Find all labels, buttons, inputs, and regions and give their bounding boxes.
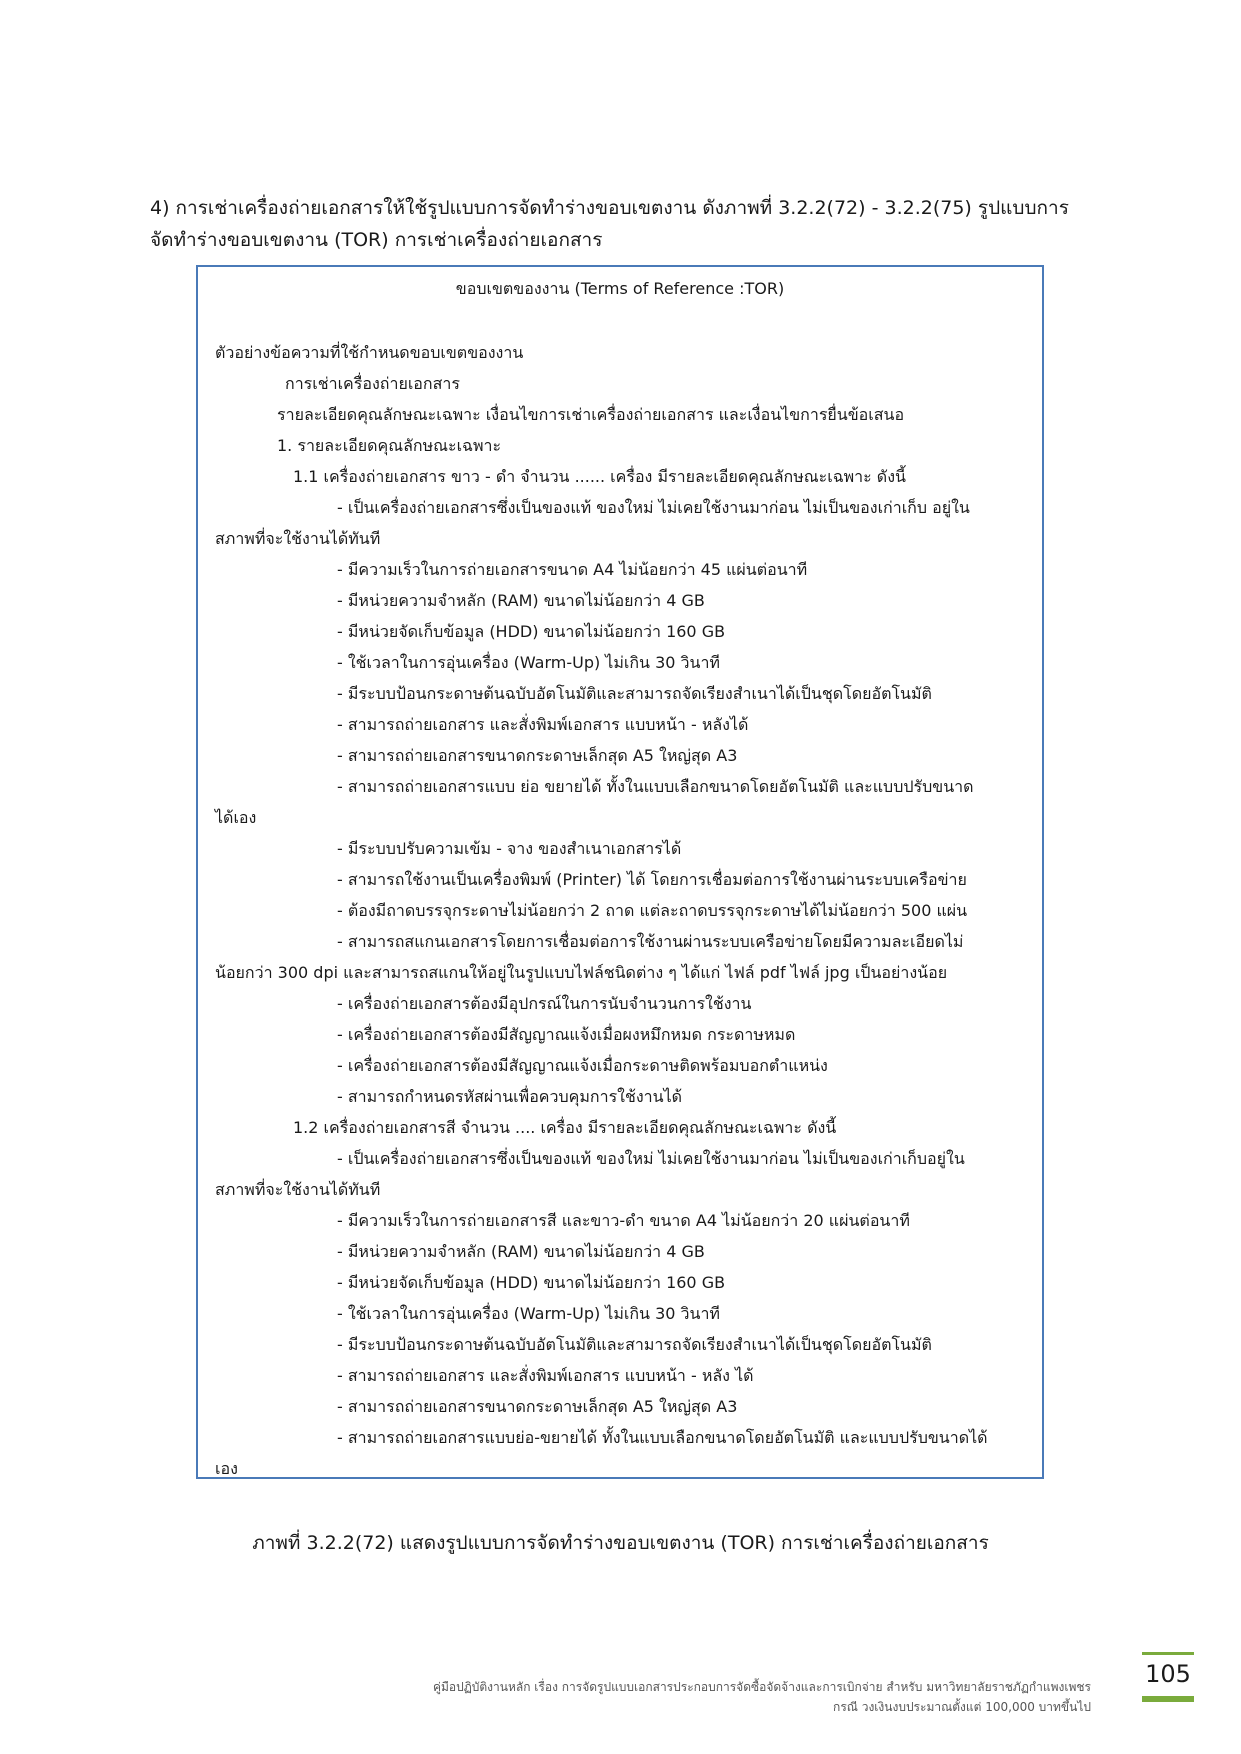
tor-line: - มีหน่วยความจำหลัก (RAM) ขนาดไม่น้อยกว่า 4 GB xyxy=(337,1242,705,1261)
tor-line: รายละเอียดคุณลักษณะเฉพาะ เงื่อนไขการเช่าเครื่องถ่ายเอกสาร และเงื่อนไขการยื่นข้อเสนอ xyxy=(277,405,905,424)
intro-paragraph xyxy=(150,192,1100,256)
tor-line: - ใช้เวลาในการอุ่นเครื่อง (Warm-Up) ไม่เกิน 30 วินาที xyxy=(337,653,720,672)
tor-line: - มีหน่วยจัดเก็บข้อมูล (HDD) ขนาดไม่น้อยกว่า 160 GB xyxy=(337,1273,726,1292)
tor-line: - สามารถถ่ายเอกสารแบบย่อ-ขยายได้ ทั้งในแบบเลือกขนาดโดยอัตโนมัติ และแบบปรับขนาดได้ xyxy=(337,1428,988,1447)
tor-line: - มีระบบป้อนกระดาษต้นฉบับอัตโนมัติและสามารถจัดเรียงสำเนาได้เป็นชุดโดยอัตโนมัติ xyxy=(337,1335,932,1354)
tor-line: - มีความเร็วในการถ่ายเอกสารสี และขาว-ดำ ขนาด A4 ไม่น้อยกว่า 20 แผ่นต่อนาที xyxy=(337,1211,910,1230)
tor-line: - สามารถถ่ายเอกสารขนาดกระดาษเล็กสุด A5 ใหญ่สุด A3 xyxy=(337,1397,738,1416)
tor-line: - มีหน่วยความจำหลัก (RAM) ขนาดไม่น้อยกว่า 4 GB xyxy=(337,591,705,610)
footer-line-2: กรณี วงเงินงบประมาณตั้งแต่ 100,000 บาทขึ้นไป xyxy=(833,1700,1091,1714)
tor-line: - มีหน่วยจัดเก็บข้อมูล (HDD) ขนาดไม่น้อยกว่า 160 GB xyxy=(337,622,726,641)
tor-line: - สามารถใช้งานเป็นเครื่องพิมพ์ (Printer) ได้ โดยการเชื่อมต่อการใช้งานผ่านระบบเครือข่าย xyxy=(337,870,967,889)
tor-line: - ต้องมีถาดบรรจุกระดาษไม่น้อยกว่า 2 ถาด แต่ละถาดบรรจุกระดาษได้ไม่น้อยกว่า 500 แผ่น xyxy=(337,901,968,920)
page-number-rule-bottom xyxy=(1142,1696,1194,1702)
intro-line-1: 4) การเช่าเครื่องถ่ายเอกสารให้ใช้รูปแบบการจัดทำร่างขอบเขตงาน ดังภาพที่ 3.2.2(72) - 3.2.2(75) รูปแบบการ xyxy=(150,197,1069,219)
footer-line-1: คู่มือปฏิบัติงานหลัก เรื่อง การจัดรูปแบบเอกสารประกอบการจัดซื้อจัดจ้างและการเบิกจ่าย สำหรับ มหาวิทยาลัยราชภัฏกำแพงเพชร xyxy=(432,1680,1091,1694)
tor-line: - เป็นเครื่องถ่ายเอกสารซึ่งเป็นของแท้ ของใหม่ ไม่เคยใช้งานมาก่อน ไม่เป็นของเก่าเก็บ อยู่ใน xyxy=(337,498,970,517)
tor-line: - สามารถถ่ายเอกสารขนาดกระดาษเล็กสุด A5 ใหญ่สุด A3 xyxy=(337,746,738,765)
tor-line: เอง xyxy=(215,1459,238,1478)
tor-line: - มีระบบปรับความเข้ม - จาง ของสำเนาเอกสารได้ xyxy=(337,839,682,858)
tor-line: - สามารถถ่ายเอกสาร และสั่งพิมพ์เอกสาร แบบหน้า - หลัง ได้ xyxy=(337,1366,754,1385)
figure-caption: ภาพที่ 3.2.2(72) แสดงรูปแบบการจัดทำร่างขอบเขตงาน (TOR) การเช่าเครื่องถ่ายเอกสาร xyxy=(252,1532,989,1554)
tor-line: - สามารถถ่ายเอกสารแบบ ย่อ ขยายได้ ทั้งในแบบเลือกขนาดโดยอัตโนมัติ และแบบปรับขนาด xyxy=(337,777,974,796)
tor-line: ได้เอง xyxy=(215,808,257,827)
tor-line: สภาพที่จะใช้งานได้ทันที xyxy=(215,1180,381,1199)
tor-line: - เครื่องถ่ายเอกสารต้องมีสัญญาณแจ้งเมื่อผงหมึกหมด กระดาษหมด xyxy=(337,1025,796,1044)
tor-line: - เป็นเครื่องถ่ายเอกสารซึ่งเป็นของแท้ ของใหม่ ไม่เคยใช้งานมาก่อน ไม่เป็นของเก่าเก็บอยู่ใน xyxy=(337,1149,965,1168)
tor-line: - สามารถกำหนดรหัสผ่านเพื่อควบคุมการใช้งานได้ xyxy=(337,1087,682,1106)
tor-line: สภาพที่จะใช้งานได้ทันที xyxy=(215,529,381,548)
tor-title: ขอบเขตของงาน (Terms of Reference :TOR) xyxy=(455,279,785,298)
page-footer xyxy=(433,1677,1091,1717)
tor-box xyxy=(196,265,1044,1479)
tor-line: - สามารถสแกนเอกสารโดยการเชื่อมต่อการใช้งานผ่านระบบเครือข่ายโดยมีความละเอียดไม่ xyxy=(337,932,964,951)
tor-line: น้อยกว่า 300 dpi และสามารถสแกนให้อยู่ในรูปแบบไฟล์ชนิดต่าง ๆ ได้แก่ ไฟล์ pdf ไฟล์ jpg เป็นอย่างน้อย xyxy=(215,963,948,982)
tor-body xyxy=(215,337,1015,1484)
tor-line: 1.2 เครื่องถ่ายเอกสารสี จำนวน .... เครื่อง มีรายละเอียดคุณลักษณะเฉพาะ ดังนี้ xyxy=(293,1118,837,1137)
tor-line: - สามารถถ่ายเอกสาร และสั่งพิมพ์เอกสาร แบบหน้า - หลังได้ xyxy=(337,715,749,734)
page-number-rule-top xyxy=(1142,1652,1194,1655)
tor-line: 1.1 เครื่องถ่ายเอกสาร ขาว - ดำ จำนวน ...... เครื่อง มีรายละเอียดคุณลักษณะเฉพาะ ดังนี้ xyxy=(293,467,906,486)
tor-line: - ใช้เวลาในการอุ่นเครื่อง (Warm-Up) ไม่เกิน 30 วินาที xyxy=(337,1304,720,1323)
tor-line: - เครื่องถ่ายเอกสารต้องมีสัญญาณแจ้งเมื่อกระดาษติดพร้อมบอกตำแหน่ง xyxy=(337,1056,828,1075)
tor-line: - มีระบบป้อนกระดาษต้นฉบับอัตโนมัติและสามารถจัดเรียงสำเนาได้เป็นชุดโดยอัตโนมัติ xyxy=(337,684,932,703)
tor-line: - มีความเร็วในการถ่ายเอกสารขนาด A4 ไม่น้อยกว่า 45 แผ่นต่อนาที xyxy=(337,560,808,579)
tor-line: ตัวอย่างข้อความที่ใช้กำหนดขอบเขตของงาน xyxy=(215,343,524,362)
intro-line-2: จัดทำร่างขอบเขตงาน (TOR) การเช่าเครื่องถ่ายเอกสาร xyxy=(150,229,603,251)
tor-line: การเช่าเครื่องถ่ายเอกสาร xyxy=(285,374,460,393)
tor-line: 1. รายละเอียดคุณลักษณะเฉพาะ xyxy=(277,436,502,455)
page-number: 105 xyxy=(1145,1660,1191,1688)
tor-line: - เครื่องถ่ายเอกสารต้องมีอุปกรณ์ในการนับจำนวนการใช้งาน xyxy=(337,994,752,1013)
